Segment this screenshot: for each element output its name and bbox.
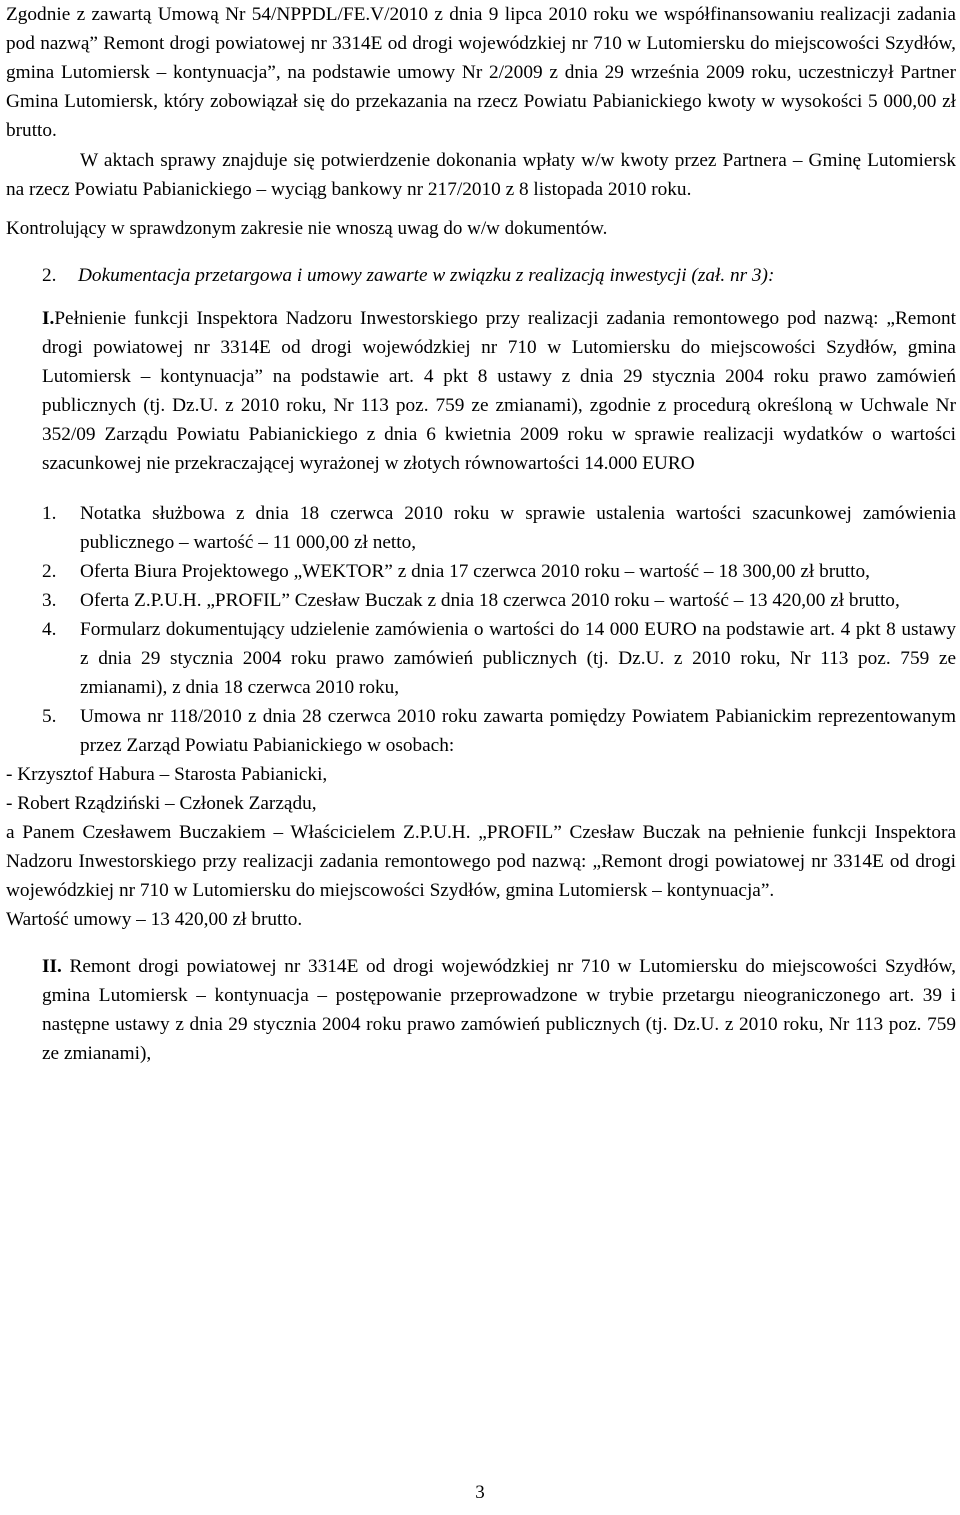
list-item — [42, 557, 956, 586]
section-heading-2 — [42, 262, 956, 290]
list-item — [42, 702, 956, 760]
list-item — [42, 615, 956, 702]
person-board-member: - Robert Rządziński – Członek Zarządu, — [6, 792, 317, 814]
list-item-text: Formularz dokumentujący udzielenie zamówienia o wartości do 14 000 EURO na podstawie art. 4 pkt 8 ustawy z dnia 29 stycznia 2004 roku prawo zamówień publicznych (tj. Dz.U. z 2010 roku, Nr 113 poz. 759 ze zmianami), z dnia 18 czerwca 2010 roku, — [80, 618, 956, 698]
list-item-number: 2. — [42, 560, 57, 582]
list-item — [42, 586, 956, 615]
list-item-number: 3. — [42, 589, 57, 611]
list-item-number: 4. — [42, 618, 57, 640]
page-number: 3 — [475, 1482, 485, 1503]
subsection-I — [42, 304, 956, 478]
paragraph-agreement: Zgodnie z zawartą Umową Nr 54/NPPDL/FE.V/2010 z dnia 9 lipca 2010 roku we współfinansowaniu realizacji zadania pod nazwą” Remont drogi powiatowej nr 3314E od drogi wojewódzkiej nr 710 w Lutomiersku do miejscowości Szydłów, gmina Lutomiersk – kontynuacja”, na podstawie umowy Nr 2/2009 z dnia 29 września 2009 roku, uczestniczył Partner Gmina Lutomiersk, który zobowiązał się do przekazania na rzecz Powiatu Pabianickiego kwoty w wysokości 5 000,00 zł brutto. — [6, 4, 956, 141]
list-item-number: 1. — [42, 502, 57, 524]
subsection-I-text: Pełnienie funkcji Inspektora Nadzoru Inwestorskiego przy realizacji zadania remontowego pod nazwą: „Remont drogi powiatowej nr 3314E od drogi wojewódzkiej nr 710 w Lutomiersku do miejscowości Szydłów, gmina Lutomiersk – kontynuacja” na podstawie art. 4 pkt 8 ustawy z dnia 29 stycznia 2004 roku prawo zamówień publicznych (tj. Dz.U. z 2010 roku, Nr 113 poz. 759 ze zmianami), zgodnie z procedurą określoną w Uchwale Nr 352/09 Zarządu Powiatu Pabianickiego z dnia 6 kwietnia 2009 roku w sprawie realizacji wydatków o wartości szacunkowej nie przekraczającej wyrażonej w złotych równowartości 14.000 EURO — [42, 307, 956, 474]
subsection-II — [42, 952, 956, 1068]
list-item-text: Umowa nr 118/2010 z dnia 28 czerwca 2010 roku zawarta pomiędzy Powiatem Pabianickim reprezentowanym przez Zarząd Powiatu Pabianickiego w osobach: — [80, 705, 956, 756]
list-item — [42, 499, 956, 557]
subsection-II-text: Remont drogi powiatowej nr 3314E od drogi wojewódzkiej nr 710 w Lutomiersku do miejscowości Szydłów, gmina Lutomiersk – kontynuacja – postępowanie przeprowadzone w trybie przetargu nieograniczonego art. 39 i następne ustawy z dnia 29 stycznia 2004 roku prawo zamówień publicznych (tj. Dz.U. z 2010 roku, Nr 113 poz. 759 ze zmianami), — [42, 955, 956, 1064]
section-heading-number: 2. — [42, 264, 57, 286]
paragraph-payment-confirmation: W aktach sprawy znajduje się potwierdzenie dokonania wpłaty w/w kwoty przez Partnera – Gminę Lutomiersk na rzecz Powiatu Pabianickiego – wyciąg bankowy nr 217/2010 z 8 listopada 2010 roku. — [6, 149, 956, 200]
document-list — [42, 499, 956, 760]
person-starosta: - Krzysztof Habura – Starosta Pabianicki, — [6, 763, 328, 785]
paragraph-no-remarks: Kontrolujący w sprawdzonym zakresie nie wnoszą uwag do w/w dokumentów. — [6, 217, 608, 239]
list-item-text: Notatka służbowa z dnia 18 czerwca 2010 roku w sprawie ustalenia wartości szacunkowej zamówienia publicznego – wartość – 11 000,00 zł netto, — [80, 502, 956, 553]
subsection-II-label: II. — [42, 955, 62, 977]
list-item-text: Oferta Biura Projektowego „WEKTOR” z dnia 17 czerwca 2010 roku – wartość – 18 300,00 zł brutto, — [80, 560, 870, 582]
subsection-I-label: I. — [42, 307, 55, 329]
document-page — [6, 0, 956, 1068]
contract-value: Wartość umowy – 13 420,00 zł brutto. — [6, 908, 303, 930]
paragraph-contract-party: a Panem Czesławem Buczakiem – Właścicielem Z.P.U.H. „PROFIL” Czesław Buczak na pełnienie funkcji Inspektora Nadzoru Inwestorskiego przy realizacji zadania remontowego pod nazwą: „Remont drogi powiatowej nr 3314E od drogi wojewódzkiej nr 710 w Lutomiersku do miejscowości Szydłów, gmina Lutomiersk – kontynuacja”. — [6, 821, 956, 901]
list-item-number: 5. — [42, 705, 57, 727]
list-item-text: Oferta Z.P.U.H. „PROFIL” Czesław Buczak z dnia 18 czerwca 2010 roku – wartość – 13 420,00 zł brutto, — [80, 589, 900, 611]
section-heading-text: Dokumentacja przetargowa i umowy zawarte w związku z realizacją inwestycji (zał. nr 3): — [78, 264, 775, 286]
